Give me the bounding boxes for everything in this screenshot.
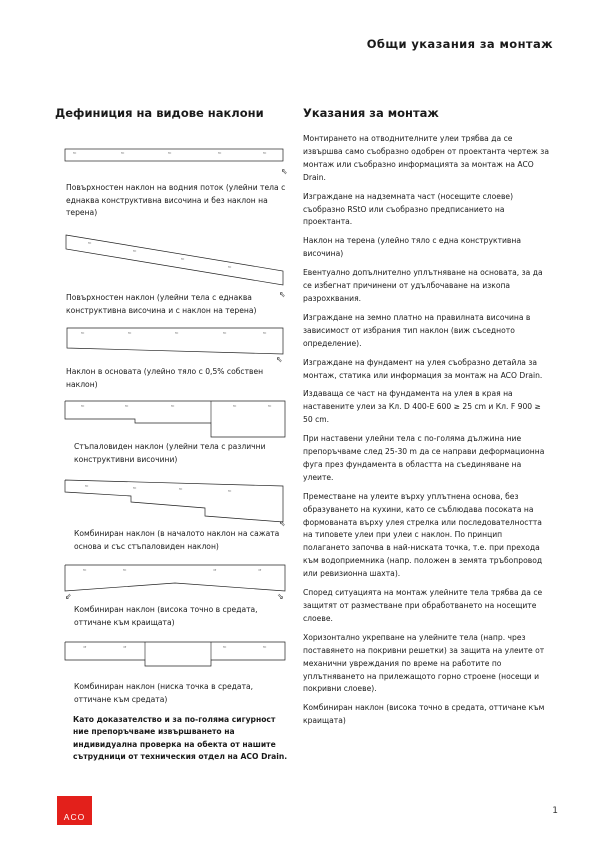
instruction-paragraph: Изграждане на земно платно на правилната височина в зависимост от избрания тип наклон (виж съседното определение). (303, 312, 531, 348)
verification-note: Като доказателство и за по-голяма сигурност ние препоръчваме извършването на индивидуална проверка на обекта от нашите сътрудници от техническия отдел на ACO Drain. (73, 715, 288, 761)
svg-text:⇐: ⇐ (175, 330, 179, 335)
svg-text:⇒: ⇒ (213, 567, 217, 572)
diagram-base-slope (63, 326, 289, 364)
svg-text:⇐: ⇐ (121, 150, 125, 155)
left-section-title: Дефиниция на видове наклони (55, 106, 264, 120)
svg-text:⇐: ⇐ (73, 150, 77, 155)
caption-3: Наклон в основата (улейно тяло с 0,5% собствен наклон) (66, 367, 264, 389)
svg-text:⇐: ⇐ (233, 403, 237, 408)
svg-text:⇐: ⇐ (133, 248, 137, 253)
caption-1: Повърхностен наклон на водния поток (улейни тела с еднаква конструктивна височина и без наклон на терена) (66, 183, 286, 217)
caption-2: Повърхностен наклон (улейни тела с еднаква конструктивна височина и с наклон на терена) (66, 293, 257, 315)
instruction-paragraph: Евентуално допълнително уплътняване на основата, за да се избегнат причинени от удълбочаване на изкопа разрохквания. (303, 268, 543, 303)
svg-text:⇐: ⇐ (123, 567, 127, 572)
instruction-paragraph: Монтирането на отводнителните улеи трябва да се извършва само съобразно одобрен от проектанта чертеж за монтаж или съобразно информацията за монтаж на ACO Drain. (303, 134, 549, 182)
svg-text:⇐: ⇐ (81, 403, 85, 408)
logo-text: ACO (63, 812, 86, 822)
svg-text:⇐: ⇐ (263, 644, 267, 649)
caption-5: Комбиниран наклон (в началото наклон на сaжата основа и със стъпаловиден наклон) (74, 529, 280, 551)
diagram-low-point-middle (63, 640, 289, 674)
instruction-paragraph: При наставени улейни тела с по-голяма дължина ние препоръчваме след 25-30 m да се направи деформационна фуга през фундамента в областта на съединяване на улеите. (303, 434, 545, 482)
svg-text:⇙: ⇙ (65, 592, 72, 601)
instruction-paragraph: Изграждане на фундамент на улея съобразно детайла за монтаж, статика или информация за монтаж на ACO Drain. (303, 357, 543, 380)
svg-text:⇐: ⇐ (263, 330, 267, 335)
instruction-paragraph: Комбиниран наклон (висока точно в средата, оттичане към краищата) (303, 703, 545, 726)
right-section-title: Указания за монтаж (303, 106, 439, 120)
svg-text:⇐: ⇐ (228, 264, 232, 269)
svg-text:⇐: ⇐ (125, 403, 129, 408)
instruction-paragraph: Изграждане на надземната част (носещите слоеве) съобразно RStO или съобразно предписанието на проектанта. (303, 191, 514, 227)
svg-text:⇐: ⇐ (133, 485, 137, 490)
svg-text:⇐: ⇐ (218, 150, 222, 155)
svg-text:⇐: ⇐ (179, 486, 183, 491)
instruction-paragraph: Наклон на терена (улейно тяло с една конструктивна височина) (303, 236, 522, 259)
page-number: 1 (552, 806, 558, 816)
diagram-surface-slope-flat (63, 145, 289, 175)
svg-text:⇐: ⇐ (81, 330, 85, 335)
svg-text:⇐: ⇐ (228, 488, 232, 493)
svg-text:⇘: ⇘ (277, 592, 284, 601)
instruction-paragraph: Издаваща се част на фундамента на улея в края на наставените улеи за Кл. D 400-E 600 ≥ 25 cm и Кл. F 900 ≥ 50 cm. (303, 389, 541, 425)
svg-text:⇐: ⇐ (268, 403, 272, 408)
svg-text:⇒: ⇒ (258, 567, 262, 572)
instruction-paragraph: Според ситуацията на монтаж улейните тела трябва да се защитят от разместване при обработването на носещите слоеве. (303, 588, 543, 623)
svg-text:⇐: ⇐ (128, 330, 132, 335)
svg-text:⇐: ⇐ (263, 150, 267, 155)
svg-text:⇐: ⇐ (171, 403, 175, 408)
svg-text:⇐: ⇐ (83, 567, 87, 572)
svg-text:⇐: ⇐ (168, 150, 172, 155)
svg-text:⇐: ⇐ (223, 644, 227, 649)
svg-text:⇒: ⇒ (83, 644, 87, 649)
right-column (303, 100, 551, 734)
left-column (55, 100, 295, 120)
caption-7: Комбиниран наклон (ниска точка в средата, оттичане към средата) (74, 682, 254, 704)
svg-text:⇖: ⇖ (279, 519, 286, 528)
svg-text:⇖: ⇖ (279, 290, 286, 299)
svg-text:⇐: ⇐ (223, 330, 227, 335)
instruction-paragraph: Хоризонтално укрепване на улейните тела (напр. чрез поставянето на покривни решетки) за защита на улеите от механични увреждания по време на работите по уплътняването на прилежащото горно строене (носещи и покривни слоеве). (303, 632, 545, 694)
diagram-high-point-middle (63, 563, 289, 601)
svg-text:⇖: ⇖ (281, 167, 288, 176)
diagram-combined-slope (63, 478, 289, 528)
instruction-paragraph: Преместване на улеите върху уплътнена основа, без образуването на кухини, като се съблюдава посоката на формованата върху улея стрелка или последователността на типовете улеи при улеи с наклон. По принцип полагането започва в най-ниската точка, т.е. при прехода към водоприемника (напр. положен в земята тръбопровод или ревизионна шахта). (303, 491, 543, 579)
diagram-surface-slope-terrain (63, 233, 289, 299)
diagram-stepped-slope (63, 399, 289, 439)
svg-text:⇒: ⇒ (123, 644, 127, 649)
aco-logo (57, 796, 92, 825)
svg-text:⇖: ⇖ (276, 355, 283, 364)
caption-6: Комбиниран наклон (висока точно в средата, оттичане към краищата) (74, 605, 258, 627)
caption-4: Стъпаловиден наклон (улейни тела с различни конструктивни височини) (74, 442, 266, 464)
svg-text:⇐: ⇐ (88, 240, 92, 245)
svg-text:⇐: ⇐ (181, 256, 185, 261)
page-header-title: Общи указания за монтаж (366, 37, 553, 51)
svg-text:⇐: ⇐ (85, 483, 89, 488)
